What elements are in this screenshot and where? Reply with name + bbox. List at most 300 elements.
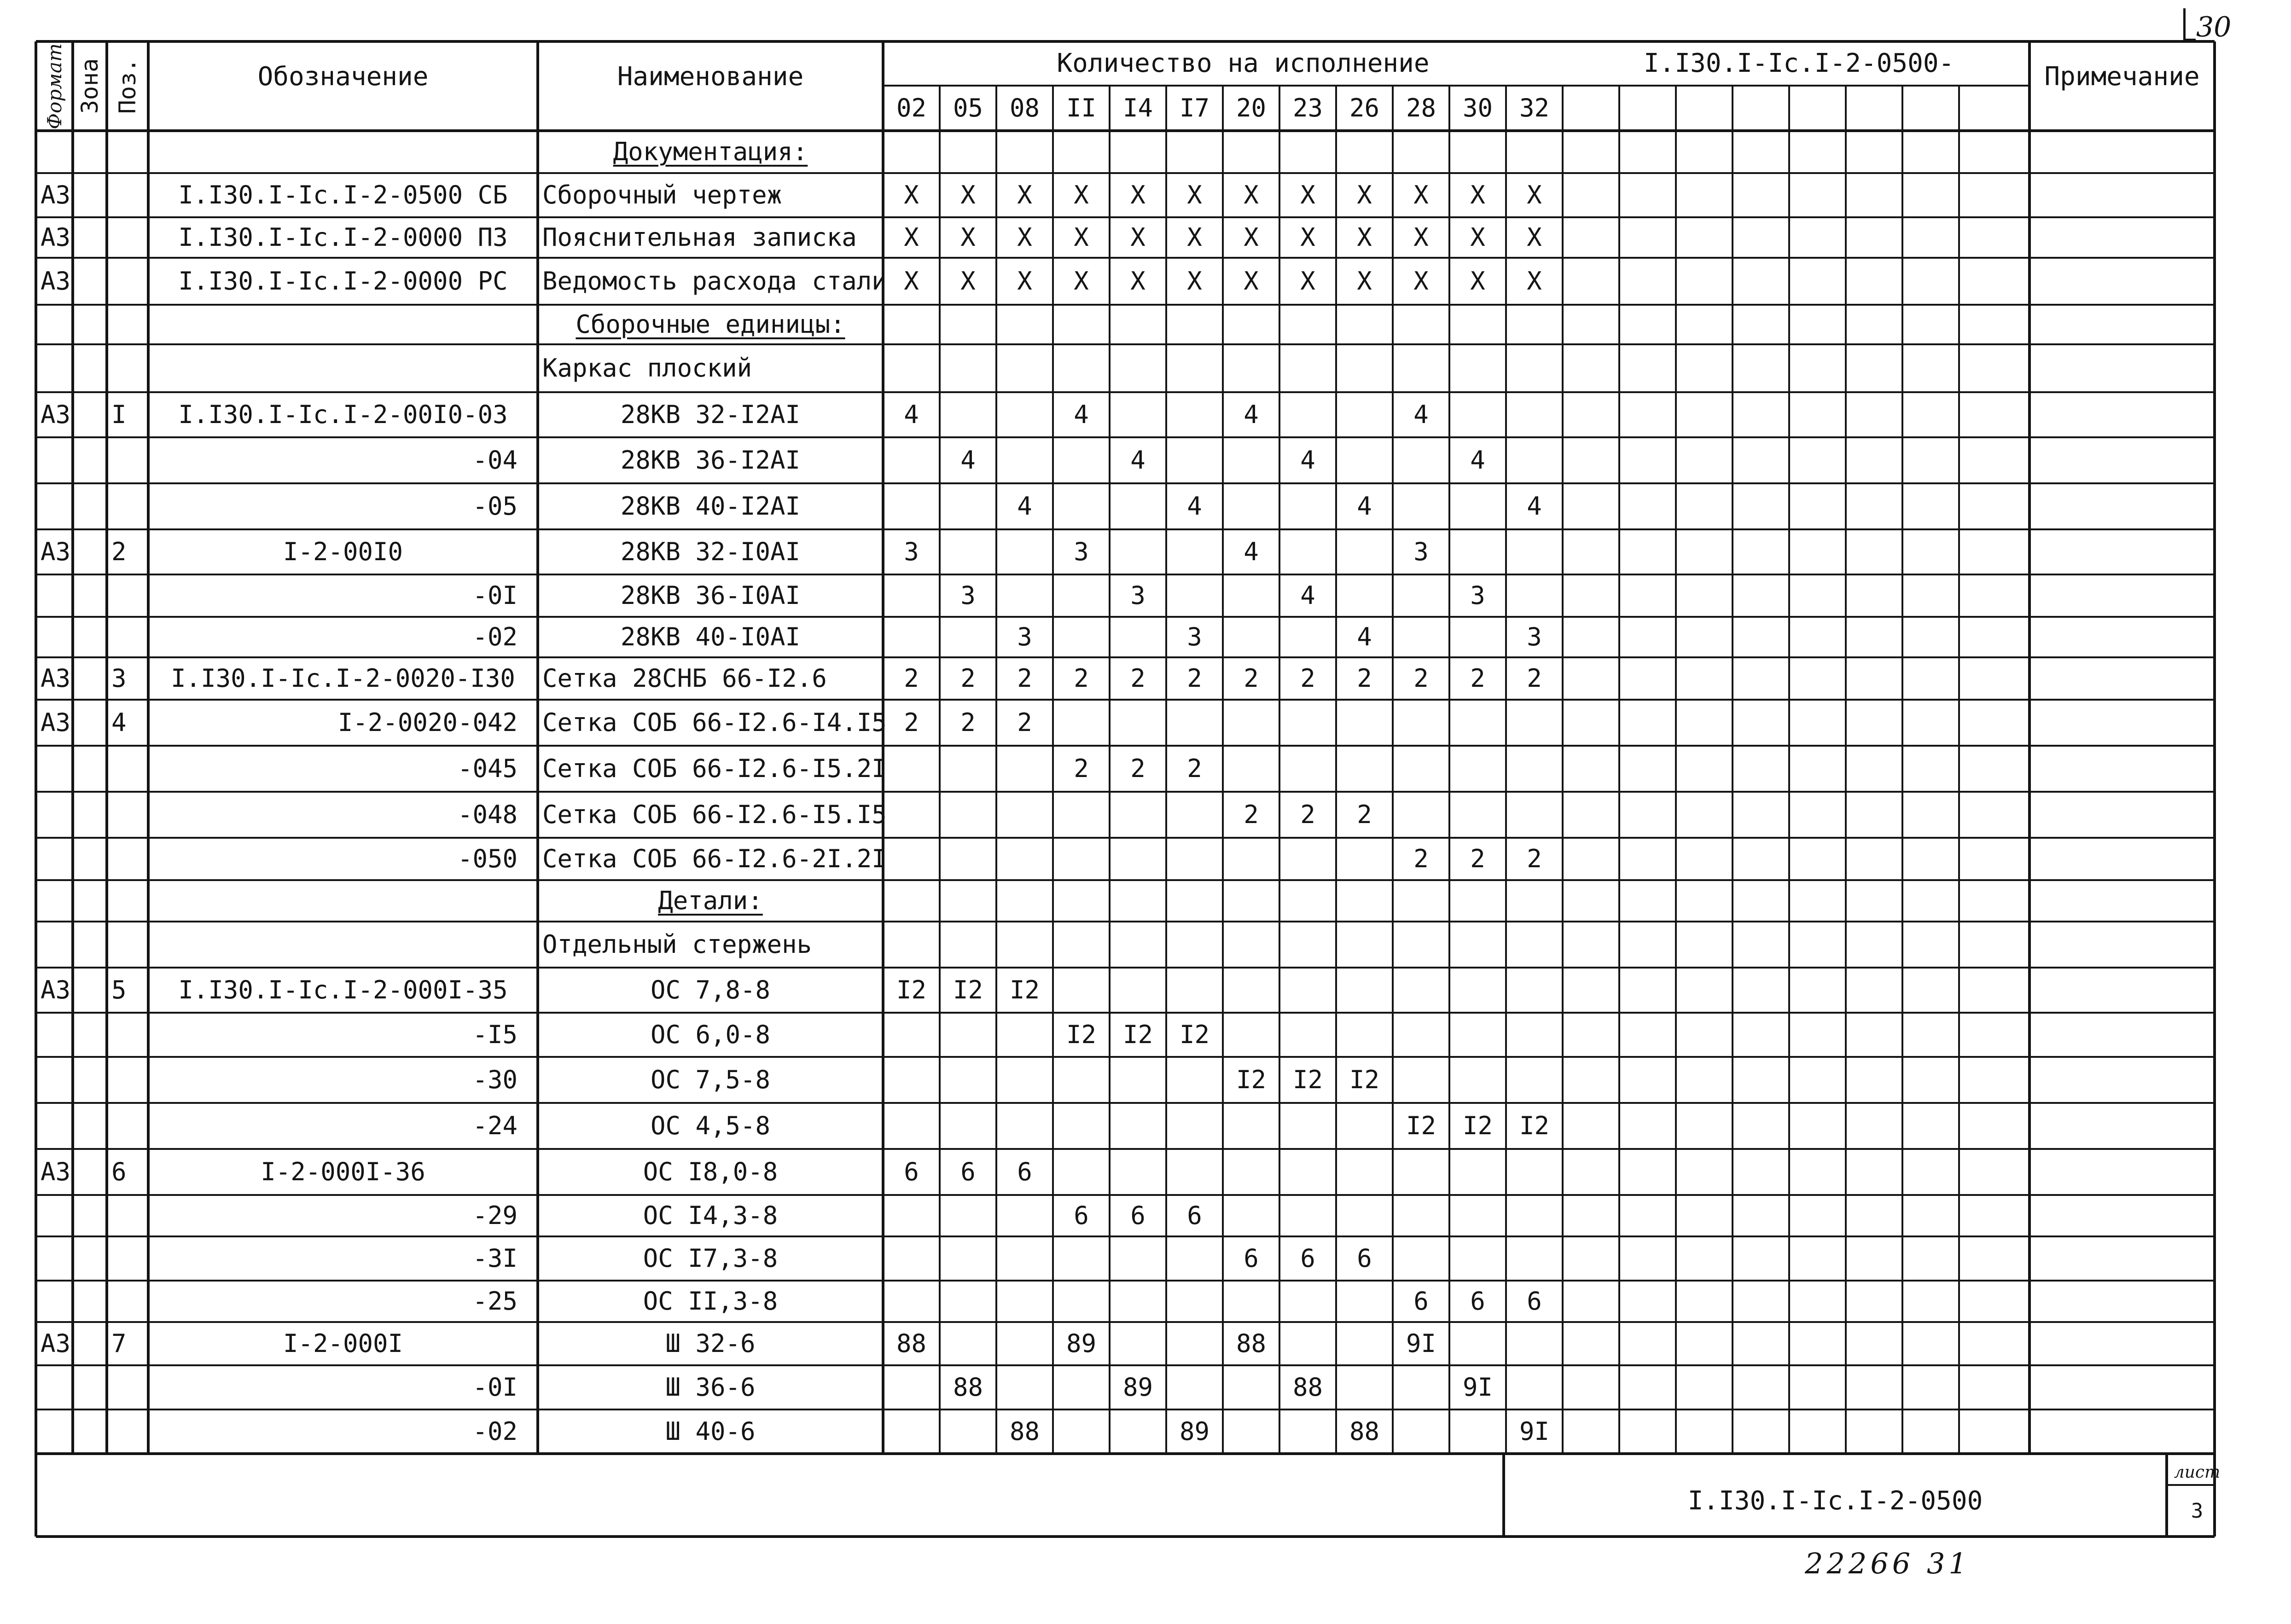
qty-cell-text: X: [1357, 180, 1372, 209]
qty-cell-text: X: [1413, 223, 1429, 252]
qty-cell-text: I2: [1519, 1111, 1550, 1140]
qty-cell: [1393, 258, 1449, 305]
row-zone: [73, 880, 107, 922]
qty-cell: [1506, 657, 1563, 700]
qty-cell: [1449, 880, 1506, 922]
row-zone: [73, 131, 107, 173]
qty-cell-text: 2: [1130, 664, 1146, 693]
row-designation-text: I.I30.I-Ic.I-2-00I0-03: [178, 400, 508, 429]
qty-cell: [1449, 1103, 1506, 1149]
row-zone: [73, 437, 107, 483]
variant-header-0: [883, 86, 940, 131]
row-pos-text: 7: [111, 1329, 127, 1358]
qty-cell-text: 2: [1187, 664, 1202, 693]
qty-cell: [1223, 173, 1279, 217]
qty-cell: [1393, 838, 1449, 880]
qty-cell: [1223, 1409, 1279, 1454]
qty-cell: [1166, 529, 1223, 574]
qty-cell-text: I2: [1349, 1065, 1380, 1094]
qty-cell: [940, 880, 996, 922]
row-format: [36, 1322, 73, 1365]
row-name-text: 28КВ 32-I2AI: [620, 400, 801, 429]
row-pos: [107, 1236, 148, 1281]
qty-cell: [940, 700, 996, 746]
qty-cell-text: X: [1130, 267, 1146, 296]
qty-cell: [1506, 483, 1563, 529]
row-pos: [107, 392, 148, 437]
qty-cell-text: 3: [960, 581, 976, 610]
variant-header-0-text: 02: [896, 93, 927, 122]
row-format: [36, 217, 73, 258]
qty-cell-text: X: [1413, 267, 1429, 296]
row-designation: [148, 838, 538, 880]
qty-cell-text: 4: [1244, 537, 1259, 566]
qty-cell: [1393, 437, 1449, 483]
row-format-text: А3: [41, 1329, 71, 1358]
qty-cell: [1110, 1057, 1166, 1103]
qty-cell: [883, 305, 940, 344]
qty-cell: [1393, 1057, 1449, 1103]
qty-cell: [1393, 173, 1449, 217]
qty-cell: [1110, 529, 1166, 574]
qty-cell: [1053, 392, 1110, 437]
qty-cell: [883, 922, 940, 968]
row-pos: [107, 1409, 148, 1454]
variant-header-9: [1393, 86, 1449, 131]
qty-cell: [1166, 968, 1223, 1013]
qty-cell: [1336, 617, 1393, 657]
row-name: [538, 131, 883, 173]
qty-cell: [996, 437, 1053, 483]
qty-cell: [1506, 792, 1563, 838]
qty-cell: [1449, 344, 1506, 392]
qty-cell-text: 2: [1527, 664, 1542, 693]
qty-cell: [1336, 922, 1393, 968]
row-designation-text: -02: [472, 622, 518, 651]
qty-cell: [1053, 922, 1110, 968]
row-zone: [73, 392, 107, 437]
row-name: [538, 968, 883, 1013]
qty-cell: [1053, 1057, 1110, 1103]
qty-cell-text: X: [1527, 267, 1542, 296]
qty-cell: [883, 1057, 940, 1103]
qty-cell-text: X: [1470, 223, 1485, 252]
qty-cell: [1166, 1149, 1223, 1195]
qty-cell: [1449, 1409, 1506, 1454]
row-zone: [73, 1057, 107, 1103]
row-designation: [148, 258, 538, 305]
qty-cell: [1279, 1195, 1336, 1236]
qty-cell-text: 3: [1413, 537, 1429, 566]
row-zone: [73, 574, 107, 617]
header-zone: Зона: [76, 58, 104, 114]
qty-cell-text: I2: [1236, 1065, 1267, 1094]
qty-cell-text: 3: [1187, 622, 1202, 651]
row-name: [538, 1281, 883, 1322]
qty-cell: [1053, 131, 1110, 173]
qty-cell-text: 6: [1300, 1244, 1315, 1273]
row-zone: [73, 258, 107, 305]
qty-cell: [883, 746, 940, 792]
qty-cell: [1166, 657, 1223, 700]
qty-cell: [1336, 1409, 1393, 1454]
qty-cell: [996, 922, 1053, 968]
qty-cell: [1279, 1322, 1336, 1365]
qty-cell: [1393, 1322, 1449, 1365]
qty-cell: [940, 574, 996, 617]
qty-cell: [940, 968, 996, 1013]
qty-cell: [1166, 344, 1223, 392]
qty-cell: [996, 1365, 1053, 1409]
qty-cell: [1279, 217, 1336, 258]
qty-cell: [883, 1365, 940, 1409]
qty-cell-text: 4: [1074, 400, 1089, 429]
qty-cell: [1223, 529, 1279, 574]
row-name-text: 28КВ 40-I0AI: [620, 622, 801, 651]
qty-cell: [1506, 880, 1563, 922]
qty-cell-text: 4: [904, 400, 919, 429]
qty-cell: [1223, 574, 1279, 617]
row-designation-text: -02: [472, 1417, 518, 1446]
sheet-label: лист: [2174, 1462, 2221, 1482]
qty-cell: [1336, 344, 1393, 392]
qty-cell: [1053, 344, 1110, 392]
header-qty-title: [1013, 41, 1473, 86]
row-format-text: А3: [41, 400, 71, 429]
row-format-text: А3: [41, 180, 71, 209]
qty-cell: [1449, 574, 1506, 617]
row-pos: [107, 437, 148, 483]
variant-header-11-text: 32: [1519, 93, 1550, 122]
row-name: [538, 437, 883, 483]
row-designation: [148, 344, 538, 392]
row-designation-text: I.I30.I-Ic.I-2-0000 РС: [178, 267, 508, 296]
row-designation-text: I.I30.I-Ic.I-2-0000 ПЗ: [178, 223, 508, 252]
qty-cell: [883, 1103, 940, 1149]
qty-cell-text: I2: [896, 975, 927, 1004]
row-designation: [148, 792, 538, 838]
qty-cell: [1053, 1409, 1110, 1454]
row-name-text: Ш 36-6: [665, 1373, 756, 1402]
row-name: [538, 574, 883, 617]
row-name-text: ОС 6,0-8: [650, 1020, 771, 1049]
row-designation: [148, 574, 538, 617]
qty-cell: [1336, 1013, 1393, 1057]
qty-cell: [1506, 305, 1563, 344]
qty-cell: [1110, 792, 1166, 838]
qty-cell: [883, 173, 940, 217]
qty-cell: [1506, 1149, 1563, 1195]
qty-cell: [1053, 1365, 1110, 1409]
header-note-text: Примечание: [2044, 62, 2200, 92]
variant-header-8-text: 26: [1349, 93, 1380, 122]
header-qty-title-text: Количество на исполнение: [1057, 48, 1430, 78]
row-name: [538, 792, 887, 838]
qty-cell: [1223, 1057, 1279, 1103]
qty-cell-text: I2: [953, 975, 983, 1004]
qty-cell: [1166, 1365, 1223, 1409]
qty-cell: [940, 173, 996, 217]
qty-cell: [1449, 1013, 1506, 1057]
row-pos-text: I: [111, 400, 127, 429]
qty-cell-text: 2: [1413, 664, 1429, 693]
qty-cell: [1166, 437, 1223, 483]
qty-cell-text: X: [1017, 223, 1032, 252]
row-format: [36, 1236, 73, 1281]
qty-cell: [1506, 1103, 1563, 1149]
qty-cell-text: 4: [1244, 400, 1259, 429]
qty-cell: [1449, 483, 1506, 529]
qty-cell: [1166, 258, 1223, 305]
qty-cell: [1506, 344, 1563, 392]
qty-cell: [1393, 792, 1449, 838]
row-format: [36, 1281, 73, 1322]
qty-cell: [1393, 1013, 1449, 1057]
qty-cell: [1393, 483, 1449, 529]
qty-cell: [1449, 792, 1506, 838]
qty-cell: [1110, 1149, 1166, 1195]
qty-cell: [940, 392, 996, 437]
qty-cell-text: 3: [904, 537, 919, 566]
qty-cell: [883, 968, 940, 1013]
qty-cell: [1506, 1236, 1563, 1281]
row-name: [538, 617, 883, 657]
qty-cell: [1053, 968, 1110, 1013]
qty-cell: [1279, 1365, 1336, 1409]
qty-cell: [883, 1149, 940, 1195]
row-format: [36, 838, 73, 880]
row-zone: [73, 1281, 107, 1322]
row-name-text: ОС I8,0-8: [643, 1157, 778, 1186]
row-zone: [73, 922, 107, 968]
qty-cell: [1449, 700, 1506, 746]
qty-cell: [1393, 1195, 1449, 1236]
qty-cell: [1393, 574, 1449, 617]
qty-cell: [1166, 617, 1223, 657]
variant-header-8: [1336, 86, 1393, 131]
row-designation: [148, 880, 538, 922]
row-format-text: А3: [41, 708, 71, 737]
row-format-text: А3: [41, 975, 71, 1004]
row-zone: [73, 1322, 107, 1365]
qty-cell: [1279, 392, 1336, 437]
row-designation-text: -04: [472, 446, 518, 475]
qty-cell-text: 88: [1236, 1329, 1267, 1358]
qty-cell: [996, 1149, 1053, 1195]
qty-cell: [940, 1281, 996, 1322]
qty-cell: [996, 217, 1053, 258]
row-zone: [73, 746, 107, 792]
qty-cell: [1336, 305, 1393, 344]
qty-cell-text: 2: [1187, 754, 1202, 783]
qty-cell: [1449, 217, 1506, 258]
row-designation-text: -24: [472, 1111, 518, 1140]
row-format: [36, 305, 73, 344]
qty-cell: [883, 617, 940, 657]
qty-cell: [1393, 657, 1449, 700]
qty-cell: [1223, 1236, 1279, 1281]
qty-cell: [1336, 1365, 1393, 1409]
qty-cell: [1506, 574, 1563, 617]
qty-cell: [996, 968, 1053, 1013]
qty-cell: [1506, 1365, 1563, 1409]
qty-cell-text: X: [1527, 223, 1542, 252]
qty-cell: [940, 657, 996, 700]
qty-cell-text: 2: [1300, 800, 1315, 829]
qty-cell-text: 4: [960, 446, 976, 475]
row-name: [538, 483, 883, 529]
qty-cell: [1110, 173, 1166, 217]
row-zone: [73, 657, 107, 700]
row-pos: [107, 173, 148, 217]
qty-cell-text: X: [1130, 223, 1146, 252]
row-zone: [73, 529, 107, 574]
qty-cell: [940, 617, 996, 657]
qty-cell: [1166, 746, 1223, 792]
qty-cell: [1336, 392, 1393, 437]
qty-cell: [1110, 700, 1166, 746]
variant-header-6-text: 20: [1236, 93, 1267, 122]
row-pos: [107, 1149, 148, 1195]
qty-cell: [1393, 880, 1449, 922]
qty-cell: [940, 1103, 996, 1149]
qty-cell-text: X: [1017, 267, 1032, 296]
row-name-text: Сетка 28СНБ 66-I2.6: [542, 664, 827, 693]
qty-cell: [1279, 1409, 1336, 1454]
row-pos-text: 4: [111, 708, 127, 737]
row-name-text: ОС 7,8-8: [650, 975, 771, 1004]
qty-cell-text: I2: [1009, 975, 1040, 1004]
qty-cell-text: 88: [953, 1373, 983, 1402]
row-name-text: Каркас плоский: [542, 354, 752, 383]
row-pos: [107, 922, 148, 968]
qty-cell: [1223, 657, 1279, 700]
variant-header-5-text: I7: [1179, 93, 1210, 122]
row-format: [36, 1365, 73, 1409]
qty-cell: [1336, 880, 1393, 922]
qty-cell: [1279, 483, 1336, 529]
qty-cell-text: I2: [1179, 1020, 1210, 1049]
qty-cell: [940, 838, 996, 880]
row-designation-text: -048: [457, 800, 518, 829]
qty-cell: [1053, 483, 1110, 529]
row-pos: [107, 305, 148, 344]
row-designation: [148, 700, 538, 746]
qty-cell: [940, 1013, 996, 1057]
row-format: [36, 1149, 73, 1195]
qty-cell: [1449, 1195, 1506, 1236]
qty-cell-text: 3: [1130, 581, 1146, 610]
row-name-text: ОС I7,3-8: [643, 1244, 778, 1273]
qty-cell: [996, 1195, 1053, 1236]
qty-cell: [1223, 880, 1279, 922]
qty-cell: [1449, 617, 1506, 657]
header-name-text: Наименование: [617, 62, 804, 92]
qty-cell-text: 3: [1017, 622, 1032, 651]
qty-cell: [1506, 392, 1563, 437]
row-name-text: 28КВ 40-I2AI: [620, 492, 801, 521]
qty-cell: [1393, 1236, 1449, 1281]
qty-cell: [1449, 131, 1506, 173]
qty-cell: [1223, 1103, 1279, 1149]
row-pos: [107, 529, 148, 574]
row-designation-text: -29: [472, 1201, 518, 1230]
qty-cell: [940, 258, 996, 305]
row-pos: [107, 1013, 148, 1057]
qty-cell-text: 3: [1470, 581, 1485, 610]
qty-cell: [1393, 392, 1449, 437]
qty-cell: [1279, 529, 1336, 574]
qty-cell: [1393, 700, 1449, 746]
qty-cell: [1053, 529, 1110, 574]
qty-cell-text: 2: [1244, 800, 1259, 829]
qty-cell: [996, 746, 1053, 792]
qty-cell: [1449, 392, 1506, 437]
qty-cell: [940, 1149, 996, 1195]
row-zone: [73, 1236, 107, 1281]
qty-cell: [1393, 529, 1449, 574]
row-format: [36, 968, 73, 1013]
qty-cell: [1223, 258, 1279, 305]
qty-cell: [1166, 1281, 1223, 1322]
qty-cell: [1223, 1281, 1279, 1322]
row-format: [36, 529, 73, 574]
row-format: [36, 258, 73, 305]
row-zone: [73, 1149, 107, 1195]
qty-cell: [883, 1236, 940, 1281]
qty-cell: [1053, 574, 1110, 617]
qty-cell-text: 89: [1179, 1417, 1210, 1446]
qty-cell-text: 2: [1130, 754, 1146, 783]
row-designation: [148, 1281, 538, 1322]
row-format: [36, 1409, 73, 1454]
qty-cell: [1393, 1103, 1449, 1149]
row-format: [36, 700, 73, 746]
row-designation-text: -0I: [472, 1373, 518, 1402]
row-name-text: Ш 32-6: [665, 1329, 756, 1358]
row-designation-text: -25: [472, 1287, 518, 1316]
qty-cell: [1223, 922, 1279, 968]
qty-cell: [996, 880, 1053, 922]
qty-cell: [1110, 483, 1166, 529]
header-name: [538, 41, 883, 112]
variant-header-4-text: I4: [1122, 93, 1153, 122]
qty-cell: [1506, 217, 1563, 258]
row-name-text: Сетка СОБ 66-I2.6-I5.I5: [542, 800, 887, 829]
row-designation-text: I.I30.I-Ic.I-2-000I-35: [178, 975, 508, 1004]
qty-cell-text: 2: [1470, 664, 1485, 693]
qty-cell: [1279, 880, 1336, 922]
qty-cell-text: 6: [1527, 1287, 1542, 1316]
row-designation: [148, 437, 538, 483]
qty-cell: [1166, 792, 1223, 838]
variant-header-2-text: 08: [1009, 93, 1040, 122]
row-format: [36, 437, 73, 483]
qty-cell: [1449, 968, 1506, 1013]
qty-cell: [1449, 1322, 1506, 1365]
qty-cell: [1506, 746, 1563, 792]
qty-cell: [1393, 617, 1449, 657]
qty-cell: [1336, 746, 1393, 792]
qty-cell: [996, 617, 1053, 657]
qty-cell-text: 2: [1413, 844, 1429, 873]
qty-cell: [940, 1195, 996, 1236]
qty-cell: [1110, 1365, 1166, 1409]
row-pos: [107, 700, 148, 746]
qty-cell: [1110, 968, 1166, 1013]
qty-cell: [1336, 131, 1393, 173]
qty-cell: [883, 392, 940, 437]
